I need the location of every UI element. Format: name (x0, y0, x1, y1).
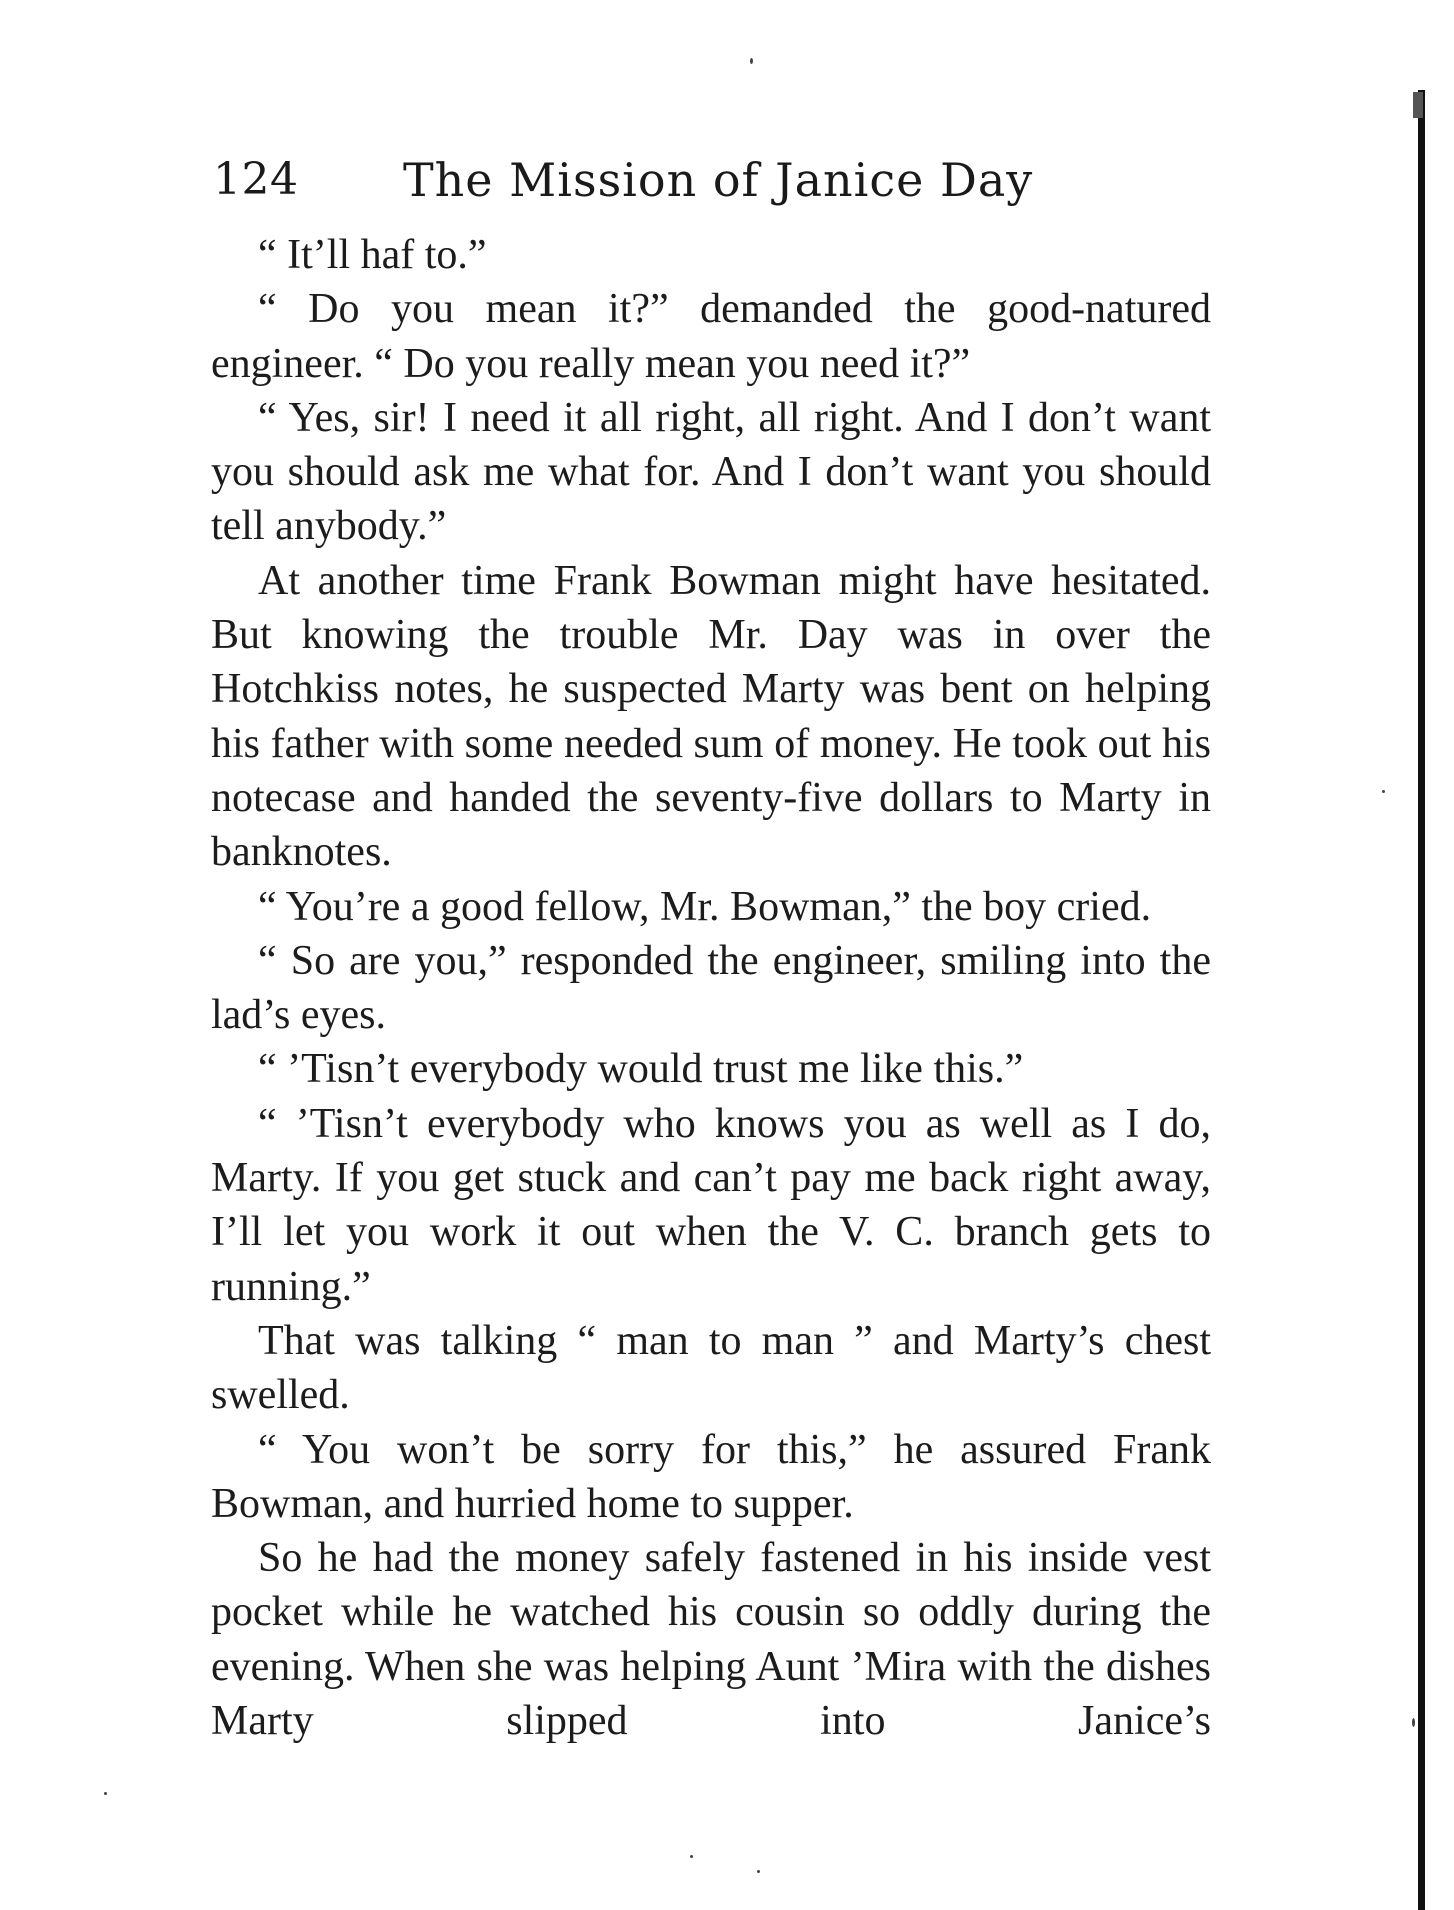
paragraph: So he had the money safely fastened in his inside vest pocket while he watched his cousin so oddly during the evening. When she was helping Aunt ’Mira with the dishes Marty slipped into Janice’s (211, 1535, 1211, 1745)
paragraph: “ You won’t be sorry for this,” he assured Frank Bowman, and hurried home to supper. (211, 1426, 1211, 1527)
page-edge-mark (1413, 92, 1423, 118)
paper-speck (750, 58, 753, 64)
paragraph: At another time Frank Bowman might have hesitated. But knowing the trouble Mr. Day was in over the Hotchkiss notes, he suspected Marty was bent on helping his father with some needed sum of money. He took out his notecase and handed the seventy-five dollars to Marty in banknotes. (211, 557, 1211, 876)
paragraph: “ ’Tisn’t everybody who knows you as well as I do, Marty. If you get stuck and can’t pay me back right away, I’ll let you work it out when the V. C. branch gets to running.” (211, 1100, 1211, 1310)
paragraph: That was talking “ man to man ” and Marty’s chest swelled. (211, 1317, 1211, 1419)
paper-speck (757, 1870, 760, 1873)
page-edge-shadow (1418, 90, 1425, 1910)
paragraph: “ You’re a good fellow, Mr. Bowman,” the boy cried. (258, 883, 1152, 930)
running-title: The Mission of Janice Day (403, 153, 1034, 207)
paper-speck (690, 1855, 693, 1858)
paragraph: “ Do you mean it?” demanded the good-natured engineer. “ Do you really mean you need it?” (211, 286, 1211, 387)
paragraph: “ It’ll haf to.” (258, 232, 487, 278)
paragraph: “ So are you,” responded the engineer, smiling into the lad’s eyes. (211, 937, 1211, 1039)
paper-speck (1382, 790, 1385, 793)
paragraph: “ ’Tisn’t everybody would trust me like this.” (258, 1046, 1024, 1093)
page-number: 124 (213, 154, 299, 205)
paragraph: “ Yes, sir! I need it all right, all right. And I don’t want you should ask me what for. And I don’t want you should tell anybody.” (211, 394, 1211, 550)
page-header (213, 148, 1213, 212)
body-text (211, 228, 1211, 1748)
paper-speck (1412, 1718, 1415, 1727)
paper-speck (104, 1792, 107, 1795)
